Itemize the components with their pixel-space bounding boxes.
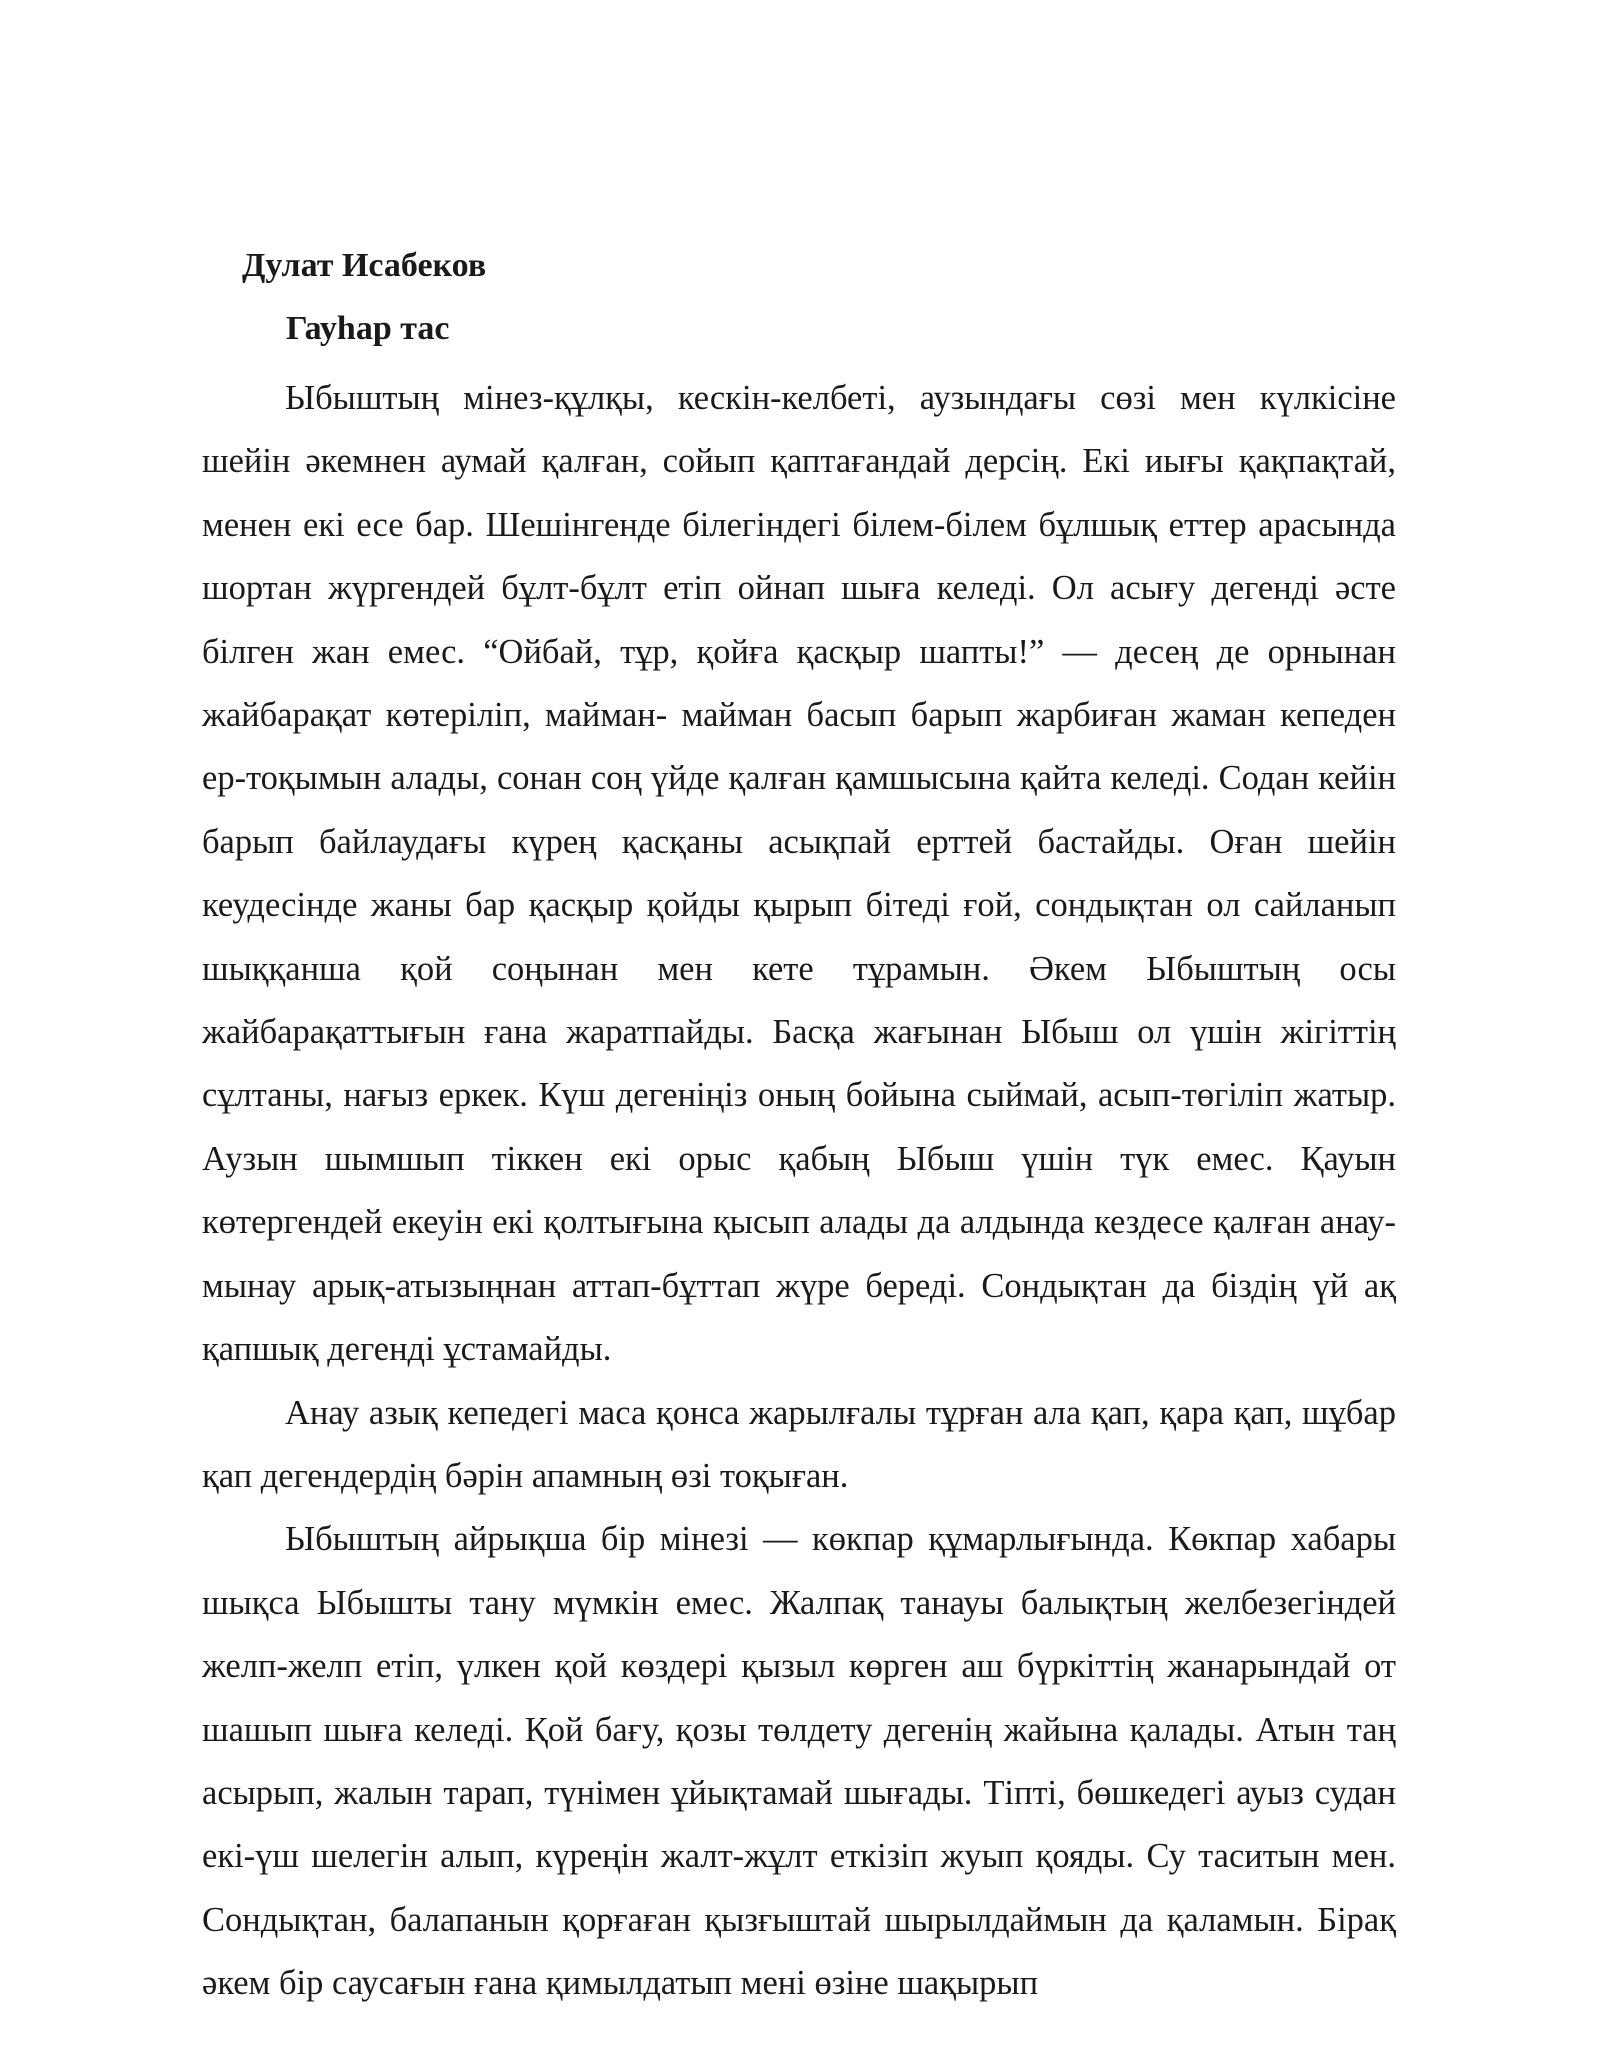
paragraph: Анау азық кепедегі маса қонса жарылғалы тұрған ала қап, қара қап, шұбар қап дегендердің бәрін апамның өзі тоқыған. <box>202 1393 1396 1495</box>
author-name: Дулат Исабеков <box>242 247 487 284</box>
paragraph: Ыбыштың айрықша бір мінезі — көкпар құмарлығында. Көкпар хабары шықса Ыбышты тану мүмкін емес. Жалпақ танауы балықтың желбезегіндей желп-желп етіп, үлкен қой көздері қызыл көрген аш бүркіттің жанарындай от шашып шыға келеді. Қой бағу, қозы төлдету дегенің жайына қалады. Атын таң асырып, жалын тарап, түнімен ұйықтамай шығады. Тіпті, бөшкедегі ауыз судан екі-үш шелегін алып, күреңін жалт-жұлт еткізіп жуып қояды. Су таситын мен. Сондықтан, балапанын қорғаған қызғыштай шырылдаймын да қаламын. Бірақ әкем бір саусағын ғана қимылдатып мені өзіне шақырып <box>202 1520 1396 2003</box>
paragraph: Ыбыштың мінез-құлқы, кескін-келбеті, аузындағы сөзі мен күлкісіне шейін әкемнен аумай қалған, сойып қаптағандай дерсің. Екі иығы қақпақтай, менен екі есе бар. Шешінгенде білегіндегі білем-білем бұлшық еттер арасында шортан жүргендей бұлт-бұлт етіп ойнап шыға келеді. Ол асығу дегенді әсте білген жан емес. “Ойбай, тұр, қойға қасқыр шапты!” — десең де орнынан жайбарақат көтеріліп, майман- майман басып барып жарбиған жаман кепеден ер-тоқымын алады, сонан соң үйде қалған қамшысына қайта келеді. Содан кейін барып байлаудағы күрең қасқаны асықпай ерттей бастайды. Оған шейін кеудесінде жаны бар қасқыр қойды қырып бітеді ғой, сондықтан ол сайланып шыққанша қой соңынан мен кете тұрамын. Әкем Ыбыштың осы жайбарақаттығын ғана жаратпайды. Басқа жағынан Ыбыш ол үшін жігіттің сұлтаны, нағыз еркек. Күш дегеніңіз оның бойына сыймай, асып-төгіліп жатыр. Аузын шымшып тіккен екі орыс қабың Ыбыш үшін түк емес. Қауын көтергендей екеуін екі қолтығына қысып алады да алдында кездесе қалған анау-мынау арық-атызыңнан аттап-бұттап жүре береді. Сондықтан да біздің үй ақ қапшық дегенді ұстамайды. <box>202 379 1396 1369</box>
story-title: Гауһар тас <box>286 310 450 347</box>
story-body <box>202 367 1396 2016</box>
